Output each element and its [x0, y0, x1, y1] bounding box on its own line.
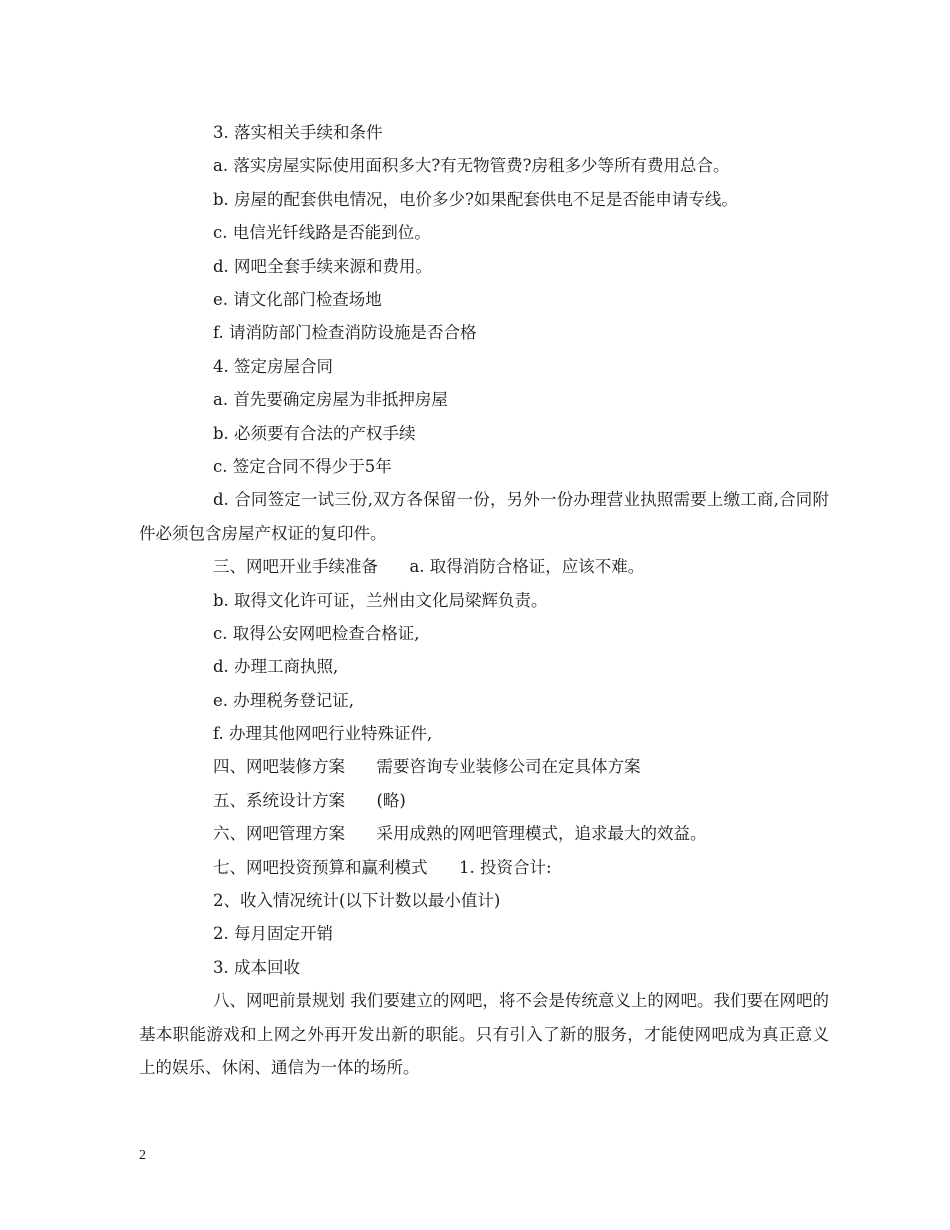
- text-line: 四、网吧装修方案 需要咨询专业装修公司在定具体方案: [213, 757, 641, 777]
- text-line: c. 签定合同不得少于5年: [213, 456, 392, 476]
- text-line: 七、网吧投资预算和赢利模式 1. 投资合计:: [213, 857, 552, 877]
- text-line: 4. 签定房屋合同: [213, 356, 333, 376]
- text-line: f. 请消防部门检查消防设施是否合格: [213, 323, 477, 343]
- text-line: a. 首先要确定房屋为非抵押房屋: [213, 390, 448, 410]
- text-line: 五、系统设计方案 (略): [213, 790, 406, 810]
- text-line: d. 办理工商执照,: [213, 657, 339, 677]
- text-line: 3. 落实相关手续和条件: [213, 123, 383, 142]
- text-line: e. 办理税务登记证,: [213, 690, 354, 710]
- paragraph-contract: d. 合同签定一试三份,双方各保留一份，另外一份办理营业执照需要上缴工商,合同附件必须包含房屋产权证的复印件。: [139, 490, 829, 543]
- text-line: 3. 成本回收: [213, 957, 300, 977]
- text-line: c. 电信光钎线路是否能到位。: [213, 223, 431, 243]
- text-line: f. 办理其他网吧行业特殊证件,: [213, 724, 433, 744]
- paragraph-outlook: 八、网吧前景规划 我们要建立的网吧，将不会是传统意义上的网吧。我们要在网吧的基本职能游戏和上网之外再开发出新的职能。只有引入了新的服务，才能使网吧成为真正意义上的娱乐、休闲、通信为一体的场所。: [139, 991, 829, 1077]
- text-line: 六、网吧管理方案 采用成熟的网吧管理模式，追求最大的效益。: [213, 824, 707, 844]
- text-line: 2. 每月固定开销: [213, 924, 333, 944]
- text-line: d. 网吧全套手续来源和费用。: [213, 256, 433, 276]
- text-line: a. 落实房屋实际使用面积多大?有无物管费?房租多少等所有费用总合。: [213, 156, 730, 176]
- text-line: e. 请文化部门检查场地: [213, 289, 382, 309]
- text-line: 三、网吧开业手续准备 a. 取得消防合格证，应该不难。: [213, 557, 645, 577]
- text-line: b. 必须要有合法的产权手续: [213, 423, 416, 443]
- text-line: b. 房屋的配套供电情况，电价多少?如果配套供电不足是否能申请专线。: [213, 189, 738, 209]
- document-body: [139, 116, 829, 1084]
- text-line: c. 取得公安网吧检查合格证,: [213, 623, 420, 643]
- text-line: b. 取得文化许可证，兰州由文化局梁辉负责。: [213, 590, 548, 610]
- page-number: 2: [139, 1148, 146, 1163]
- text-line: 2、收入情况统计(以下计数以最小值计): [213, 891, 501, 911]
